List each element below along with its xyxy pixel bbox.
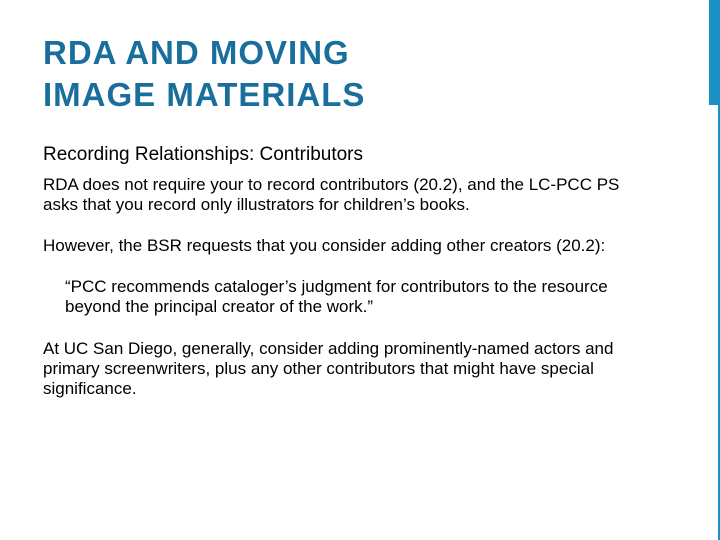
slide-title-line-2: IMAGE MATERIALS — [43, 76, 366, 113]
slide-title — [43, 32, 663, 116]
paragraph-ucsd-practice: At UC San Diego, generally, consider adding prominently-named actors and primary screenwriters, plus any other contributors that might have special significance. — [43, 339, 614, 398]
slide-body — [43, 143, 653, 420]
paragraph-bsr-request: However, the BSR requests that you consider adding other creators (20.2): — [43, 236, 606, 255]
subheading: Recording Relationships: Contributors — [43, 144, 363, 165]
slide-title-line-1: RDA AND MOVING — [43, 34, 350, 71]
paragraph-rda-requirement: RDA does not require your to record contributors (20.2), and the LC-PCC PS asks that you record only illustrators for children’s books. — [43, 175, 620, 214]
pcc-quote: “PCC recommends cataloger’s judgment for contributors to the resource beyond the principal creator of the work.” — [65, 277, 608, 316]
accent-bar — [709, 0, 720, 105]
